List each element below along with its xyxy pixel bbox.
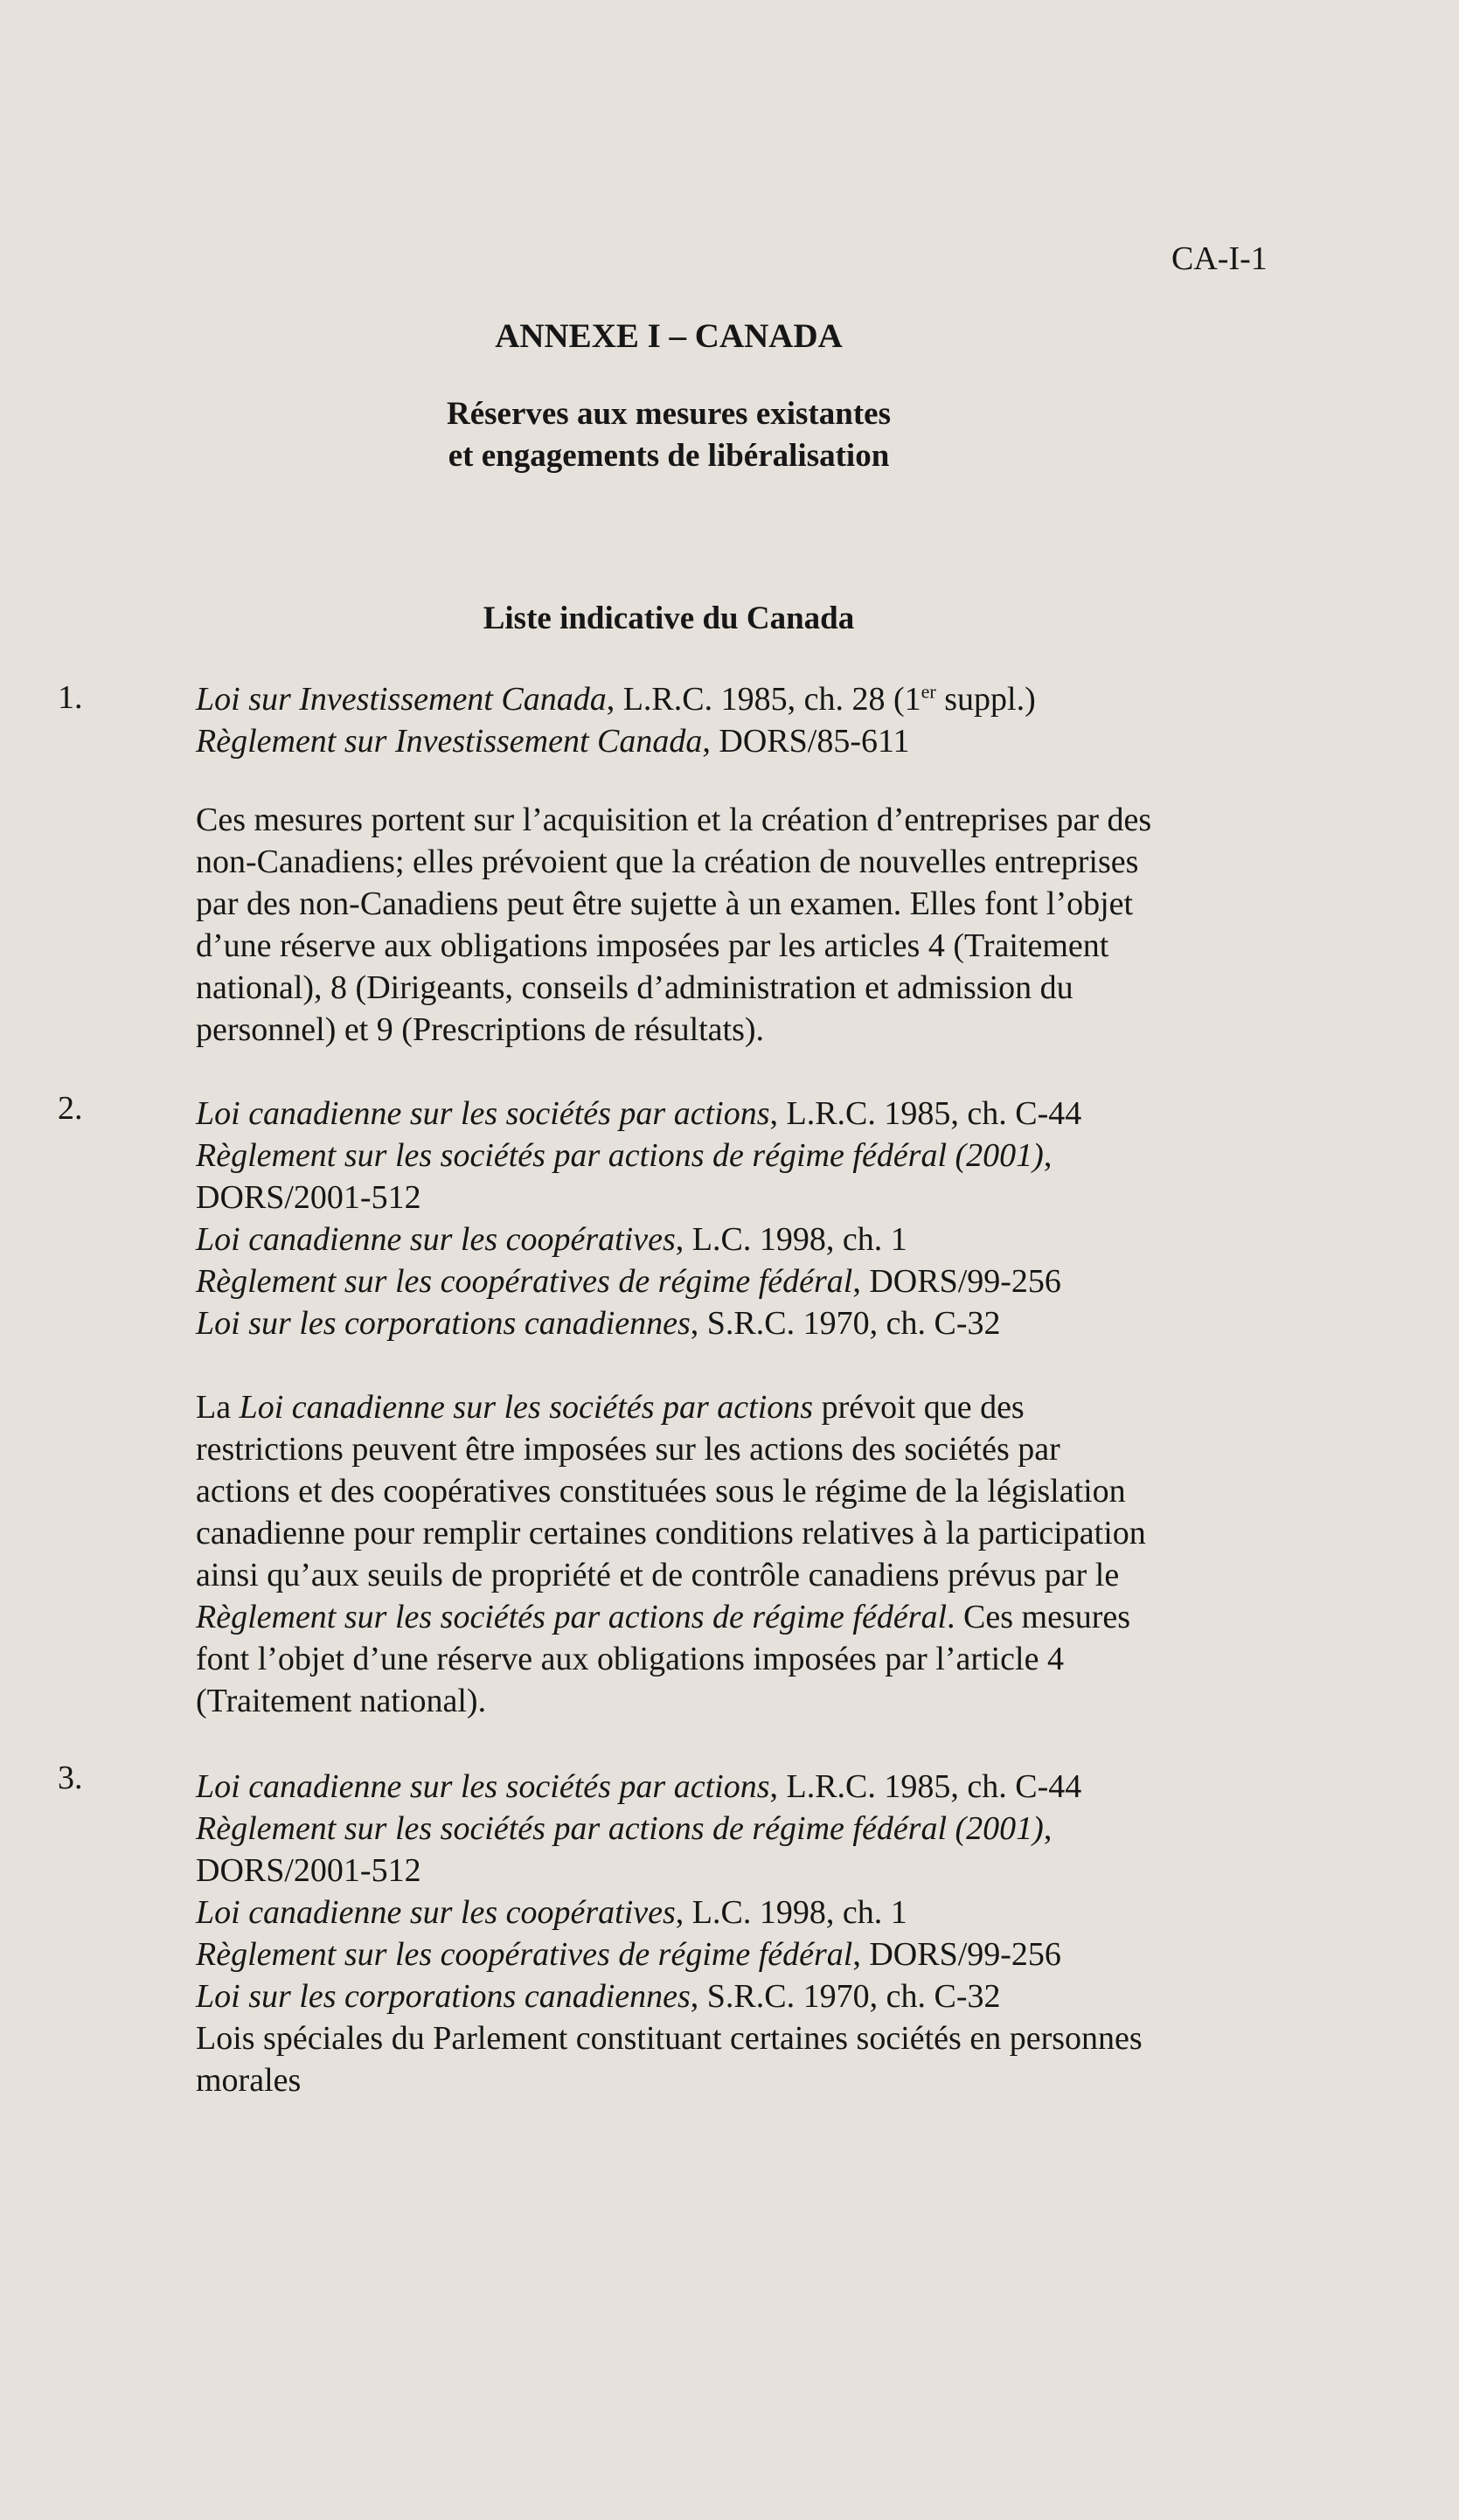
- measure-line: [196, 1260, 1306, 1302]
- measure-superscript: er: [921, 680, 936, 703]
- description-line: ainsi qu’aux seuils de propriété et de contrôle canadiens prévus par le: [196, 1557, 1120, 1593]
- measure-citation: , L.R.C. 1985, ch. C-44: [769, 1768, 1082, 1805]
- measure-line: [196, 1177, 1306, 1218]
- measures-list: [196, 1093, 1306, 1344]
- description-line: font l’objet d’une réserve aux obligations imposées par l’article 4: [196, 1641, 1064, 1677]
- measure-citation: , L.C. 1998, ch. 1: [675, 1894, 907, 1931]
- description-line: national), 8 (Dirigeants, conseils d’administration et admission du: [196, 969, 1073, 1006]
- measures-list: [196, 678, 1306, 762]
- measure-citation: , S.R.C. 1970, ch. C-32: [690, 1978, 1001, 2015]
- measure-title: Loi canadienne sur les sociétés par actions: [196, 1095, 770, 1132]
- measure-citation: ,: [1043, 1810, 1053, 1847]
- measure-title: Loi canadienne sur les coopératives: [196, 1221, 676, 1258]
- description-line: canadienne pour remplir certaines conditions relatives à la participation: [196, 1515, 1146, 1552]
- description-line: [196, 1386, 1306, 1428]
- measure-title: Loi sur les corporations canadiennes: [196, 1305, 691, 1342]
- item-number: 1.: [58, 679, 83, 716]
- measure-citation-end: suppl.): [935, 681, 1036, 718]
- measure-title: Loi canadienne sur les coopératives: [196, 1894, 676, 1931]
- measure-line: [196, 1302, 1306, 1344]
- measure-line: [196, 1808, 1306, 1850]
- subtitle: [0, 393, 1337, 477]
- measure-line: [196, 1766, 1306, 1808]
- measure-line: [196, 1093, 1306, 1135]
- measure-citation: , S.R.C. 1970, ch. C-32: [690, 1305, 1001, 1342]
- measure-line: [196, 1933, 1306, 1975]
- description-italic: Règlement sur les sociétés par actions de régime fédéral: [196, 1599, 948, 1635]
- measure-citation: ,: [1043, 1137, 1053, 1174]
- measure-line: [196, 1850, 1306, 1892]
- description-line: non-Canadiens; elles prévoient que la création de nouvelles entreprises: [196, 843, 1139, 880]
- measures-list: [196, 1766, 1306, 2101]
- description-text: prévoit que des: [813, 1389, 1025, 1426]
- description-text: . Ces mesures: [947, 1599, 1131, 1635]
- measure-line: [196, 720, 1306, 762]
- subtitle-line: Réserves aux mesures existantes: [447, 396, 891, 432]
- measure-line: [196, 678, 1306, 720]
- description-line: Ces mesures portent sur l’acquisition et la création d’entreprises par des: [196, 802, 1152, 838]
- description-line: par des non-Canadiens peut être sujette à un examen. Elles font l’objet: [196, 885, 1134, 922]
- measure-citation: , L.C. 1998, ch. 1: [675, 1221, 907, 1258]
- description-paragraph: [196, 1386, 1306, 1722]
- description-paragraph: [196, 799, 1306, 1051]
- measure-citation: , DORS/85-611: [702, 723, 910, 760]
- measure-title: Loi sur Investissement Canada: [196, 681, 607, 718]
- item-number: 3.: [58, 1760, 83, 1796]
- measure-citation: , DORS/99-256: [852, 1263, 1061, 1300]
- description-line: [196, 1596, 1306, 1638]
- description-line: restrictions peuvent être imposées sur les actions des sociétés par: [196, 1431, 1060, 1468]
- measure-title: Règlement sur les sociétés par actions de régime fédéral (2001): [196, 1137, 1044, 1174]
- description-prefix: La: [196, 1389, 240, 1426]
- measure-line: [196, 2017, 1306, 2059]
- measure-citation: DORS/2001-512: [196, 1852, 421, 1889]
- measure-title: Règlement sur les sociétés par actions de régime fédéral (2001): [196, 1810, 1044, 1847]
- measure-line: [196, 1218, 1306, 1260]
- annex-title: ANNEXE I – CANADA: [495, 317, 843, 355]
- measure-line: [196, 1892, 1306, 1933]
- measure-citation: Lois spéciales du Parlement constituant certaines sociétés en personnes: [196, 2020, 1143, 2057]
- list-title: Liste indicative du Canada: [483, 600, 855, 636]
- measure-title: Règlement sur Investissement Canada: [196, 723, 703, 760]
- measure-line: [196, 1975, 1306, 2017]
- measure-citation: , L.R.C. 1985, ch. C-44: [769, 1095, 1082, 1132]
- item-number: 2.: [58, 1090, 83, 1127]
- measure-citation: morales: [196, 2062, 302, 2099]
- description-italic: Loi canadienne sur les sociétés par actions: [239, 1389, 814, 1426]
- measure-line: [196, 1135, 1306, 1177]
- subtitle-line: et engagements de libéralisation: [448, 438, 890, 474]
- measure-title: Loi sur les corporations canadiennes: [196, 1978, 691, 2015]
- measure-citation: , L.R.C. 1985, ch. 28 (1: [606, 681, 921, 718]
- measure-title: Loi canadienne sur les sociétés par actions: [196, 1768, 770, 1805]
- description-line: personnel) et 9 (Prescriptions de résultats).: [196, 1011, 765, 1048]
- measure-citation: DORS/2001-512: [196, 1179, 421, 1216]
- description-line: actions et des coopératives constituées sous le régime de la législation: [196, 1473, 1126, 1510]
- measure-title: Règlement sur les coopératives de régime fédéral: [196, 1263, 853, 1300]
- measure-line: [196, 2059, 1306, 2101]
- description-line: d’une réserve aux obligations imposées par les articles 4 (Traitement: [196, 927, 1109, 964]
- measure-title: Règlement sur les coopératives de régime fédéral: [196, 1936, 853, 1973]
- description-line: (Traitement national).: [196, 1683, 487, 1719]
- page-code: CA-I-1: [1171, 240, 1268, 277]
- measure-citation: , DORS/99-256: [852, 1936, 1061, 1973]
